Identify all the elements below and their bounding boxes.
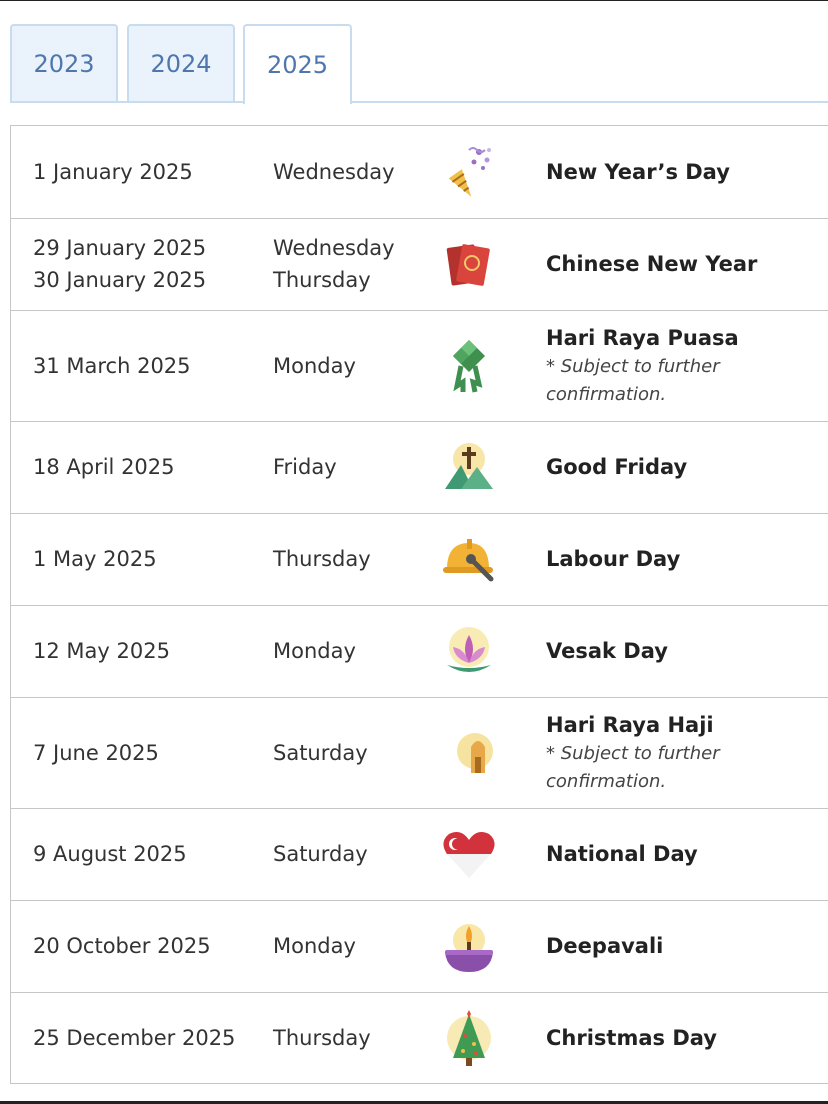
table-row	[11, 421, 828, 514]
holiday-name: Christmas Day	[546, 1025, 717, 1050]
holiday-day: Wednesday Thursday	[273, 236, 395, 292]
holiday-name: Labour Day	[546, 547, 681, 571]
lotus-icon	[439, 605, 499, 697]
holiday-name: National Day	[546, 842, 698, 866]
holiday-name: Chinese New Year	[546, 252, 758, 276]
holiday-name: Hari Raya Puasa * Subject to further confirmation.	[546, 310, 739, 421]
oil-lamp-icon	[439, 900, 499, 992]
holiday-day: Saturday	[273, 842, 368, 866]
holiday-day: Thursday	[273, 547, 371, 571]
table-row	[11, 808, 828, 901]
holiday-date: 31 March 2025	[33, 353, 191, 378]
holiday-date: 18 April 2025	[33, 455, 175, 479]
holiday-day: Friday	[273, 455, 337, 479]
singapore-heart-icon	[439, 808, 499, 900]
table-row	[11, 126, 828, 219]
holiday-date: 7 June 2025	[33, 740, 159, 765]
hardhat-wrench-icon	[439, 513, 499, 605]
party-popper-icon	[439, 126, 499, 218]
holiday-table	[10, 125, 828, 1084]
tab-2025[interactable]: 2025	[243, 24, 352, 104]
red-packet-icon	[439, 218, 499, 310]
ketupat-icon	[439, 310, 499, 421]
holiday-name: New Year’s Day	[546, 160, 730, 184]
table-row	[11, 900, 828, 993]
holiday-date: 9 August 2025	[33, 842, 187, 866]
table-row	[11, 992, 828, 1083]
holiday-day: Monday	[273, 934, 356, 958]
holiday-day: Monday	[273, 639, 356, 663]
holiday-date: 1 May 2025	[33, 547, 157, 571]
holiday-name: Vesak Day	[546, 639, 668, 663]
holiday-name: Good Friday	[546, 455, 688, 479]
holiday-date: 20 October 2025	[33, 934, 211, 958]
holiday-name: Deepavali	[546, 934, 664, 958]
christmas-tree-icon	[439, 992, 499, 1083]
holiday-day: Saturday	[273, 740, 368, 765]
tab-2023[interactable]: 2023	[10, 24, 118, 102]
holiday-date: 25 December 2025	[33, 1025, 236, 1050]
holiday-date: 12 May 2025	[33, 639, 170, 663]
holiday-day: Thursday	[273, 1025, 371, 1050]
tabs-baseline	[10, 101, 828, 103]
table-row	[11, 218, 828, 311]
cross-mountain-icon	[439, 421, 499, 513]
holiday-day: Wednesday	[273, 160, 395, 184]
table-row	[11, 513, 828, 606]
holiday-day: Monday	[273, 353, 356, 378]
holiday-date: 1 January 2025	[33, 160, 193, 184]
holiday-date: 29 January 2025 30 January 2025	[33, 236, 207, 292]
holiday-note: * Subject to further confirmation.	[546, 742, 720, 792]
holiday-note: * Subject to further confirmation.	[546, 355, 720, 405]
table-row	[11, 605, 828, 698]
mosque-crescent-icon	[439, 697, 499, 808]
table-row	[11, 310, 828, 422]
tab-2024[interactable]: 2024	[127, 24, 235, 102]
table-row	[11, 697, 828, 809]
holiday-name: Hari Raya Haji * Subject to further confirmation.	[546, 697, 736, 808]
year-tabs	[0, 0, 828, 104]
